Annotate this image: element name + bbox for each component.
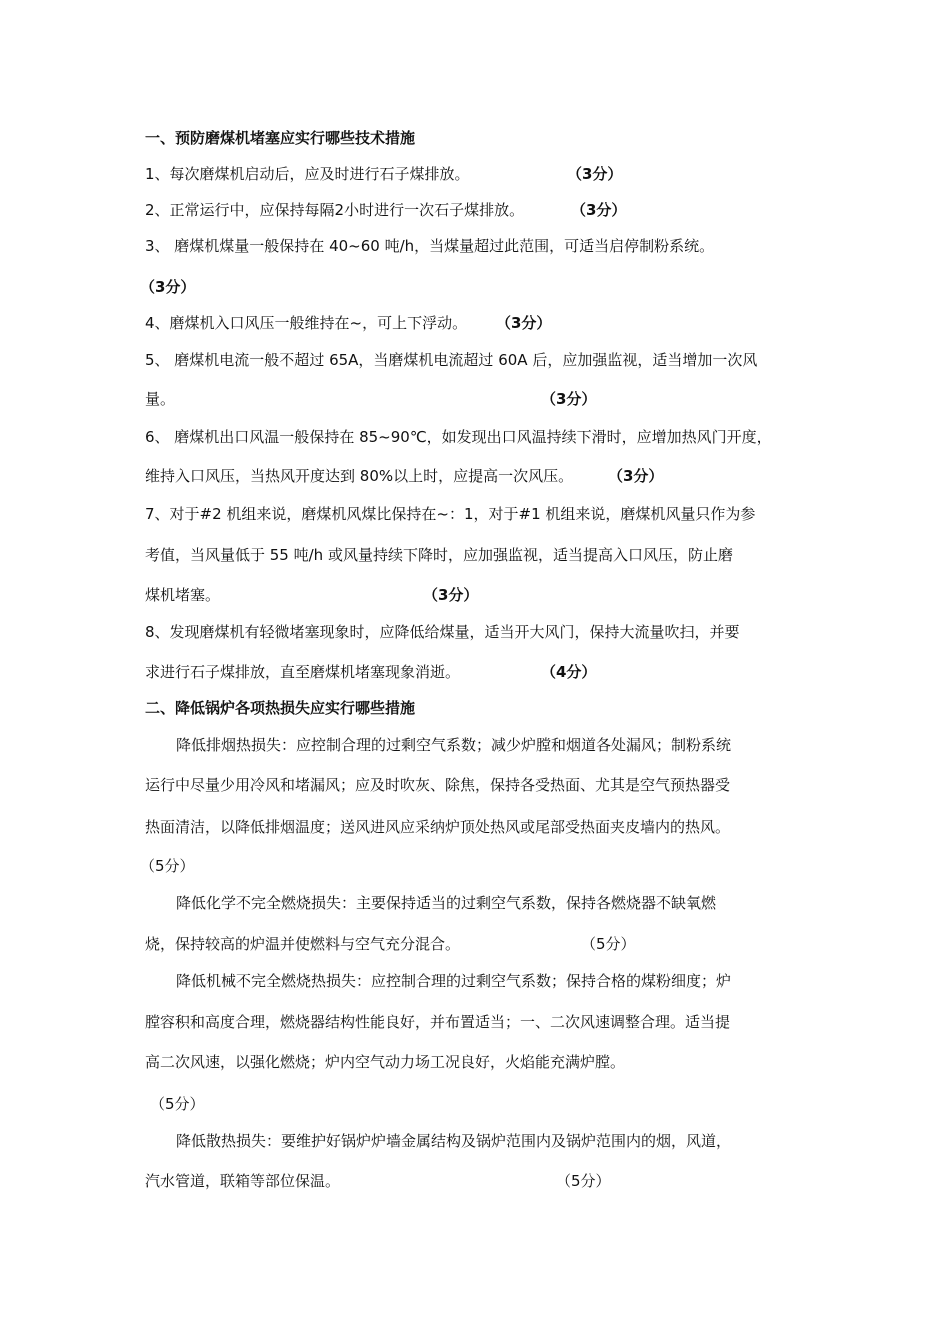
item5-line2: 量。 [145, 390, 176, 408]
item1-score: （3分） [567, 165, 623, 183]
p2-line2: 烧，保持较高的炉温并使燃料与空气充分混合。 [145, 935, 461, 953]
p2-line1: 降低化学不完全燃烧损失：主要保持适当的过剩空气系数，保持各燃烧器不缺氧燃 [176, 894, 717, 912]
item8-score: （4分） [541, 663, 597, 681]
p1-line1: 降低排烟热损失：应控制合理的过剩空气系数；减少炉膛和烟道各处漏风；制粉系统 [176, 736, 732, 754]
p1-line3: 热面清洁，以降低排烟温度；送风进风应采纳炉顶处热风或尾部受热面夹皮墙内的热风。 [145, 818, 731, 836]
p1-line2: 运行中尽量少用冷风和堵漏风；应及时吹灰、除焦，保持各受热面、尤其是空气预热器受 [145, 776, 731, 794]
item6-line1: 6、 磨煤机出口风温一般保持在 85~90℃，如发现出口风温持续下滑时，应增加热风门开度， [145, 428, 772, 446]
p2-score: （5分） [581, 935, 636, 953]
item4-text: 4、磨煤机入口风压一般维持在~，可上下浮动。 [145, 314, 468, 332]
item6-score: （3分） [608, 467, 664, 485]
item3-line1: 3、 磨煤机煤量一般保持在 40~60 吨/h，当煤量超过此范围，可适当启停制粉系统。 [145, 237, 715, 255]
item7-line2: 考值，当风量低于 55 吨/h 或风量持续下降时，应加强监视，适当提高入口风压，防止磨 [145, 546, 733, 564]
item2-text: 2、正常运行中，应保持每隔2小时进行一次石子煤排放。 [145, 201, 525, 219]
item5-line1: 5、 磨煤机电流一般不超过 65A，当磨煤机电流超过 60A 后，应加强监视，适当增加一次风 [145, 351, 758, 369]
item7-score: （3分） [423, 586, 479, 604]
p3-line1: 降低机械不完全燃烧热损失：应控制合理的过剩空气系数；保持合格的煤粉细度；炉 [176, 972, 732, 990]
p4-line1: 降低散热损失：要维护好锅炉炉墙金属结构及锅炉范围内及锅炉范围内的烟，风道， [176, 1132, 732, 1150]
section1-heading: 一、预防磨煤机堵塞应实行哪些技术措施 [145, 129, 416, 147]
item7-line1: 7、对于#2 机组来说，磨煤机风煤比保持在~：1，对于#1 机组来说，磨煤机风量只作为参 [145, 505, 756, 523]
p1-score: （5分） [140, 857, 195, 875]
item8-line2: 求进行石子煤排放，直至磨煤机堵塞现象消逝。 [145, 663, 461, 681]
section2-heading: 二、降低锅炉各项热损失应实行哪些措施 [145, 699, 416, 717]
p4-score: （5分） [556, 1172, 611, 1190]
item1-text: 1、每次磨煤机启动后，应及时进行石子煤排放。 [145, 165, 470, 183]
p3-score: （5分） [150, 1095, 205, 1113]
item3-score: （3分） [140, 278, 196, 296]
item6-line2: 维持入口风压，当热风开度达到 80%以上时，应提高一次风压。 [145, 467, 574, 485]
item7-line3: 煤机堵塞。 [145, 586, 221, 604]
p3-line3: 高二次风速，以强化燃烧；炉内空气动力场工况良好，火焰能充满炉膛。 [145, 1053, 626, 1071]
p3-line2: 膛容积和高度合理，燃烧器结构性能良好，并布置适当；一、二次风速调整合理。适当提 [145, 1013, 731, 1031]
item4-score: （3分） [496, 314, 552, 332]
p4-line2: 汽水管道，联箱等部位保温。 [145, 1172, 341, 1190]
item8-line1: 8、发现磨煤机有轻微堵塞现象时，应降低给煤量，适当开大风门，保持大流量吹扫，并要 [145, 623, 740, 641]
item2-score: （3分） [571, 201, 627, 219]
item5-score: （3分） [541, 390, 597, 408]
